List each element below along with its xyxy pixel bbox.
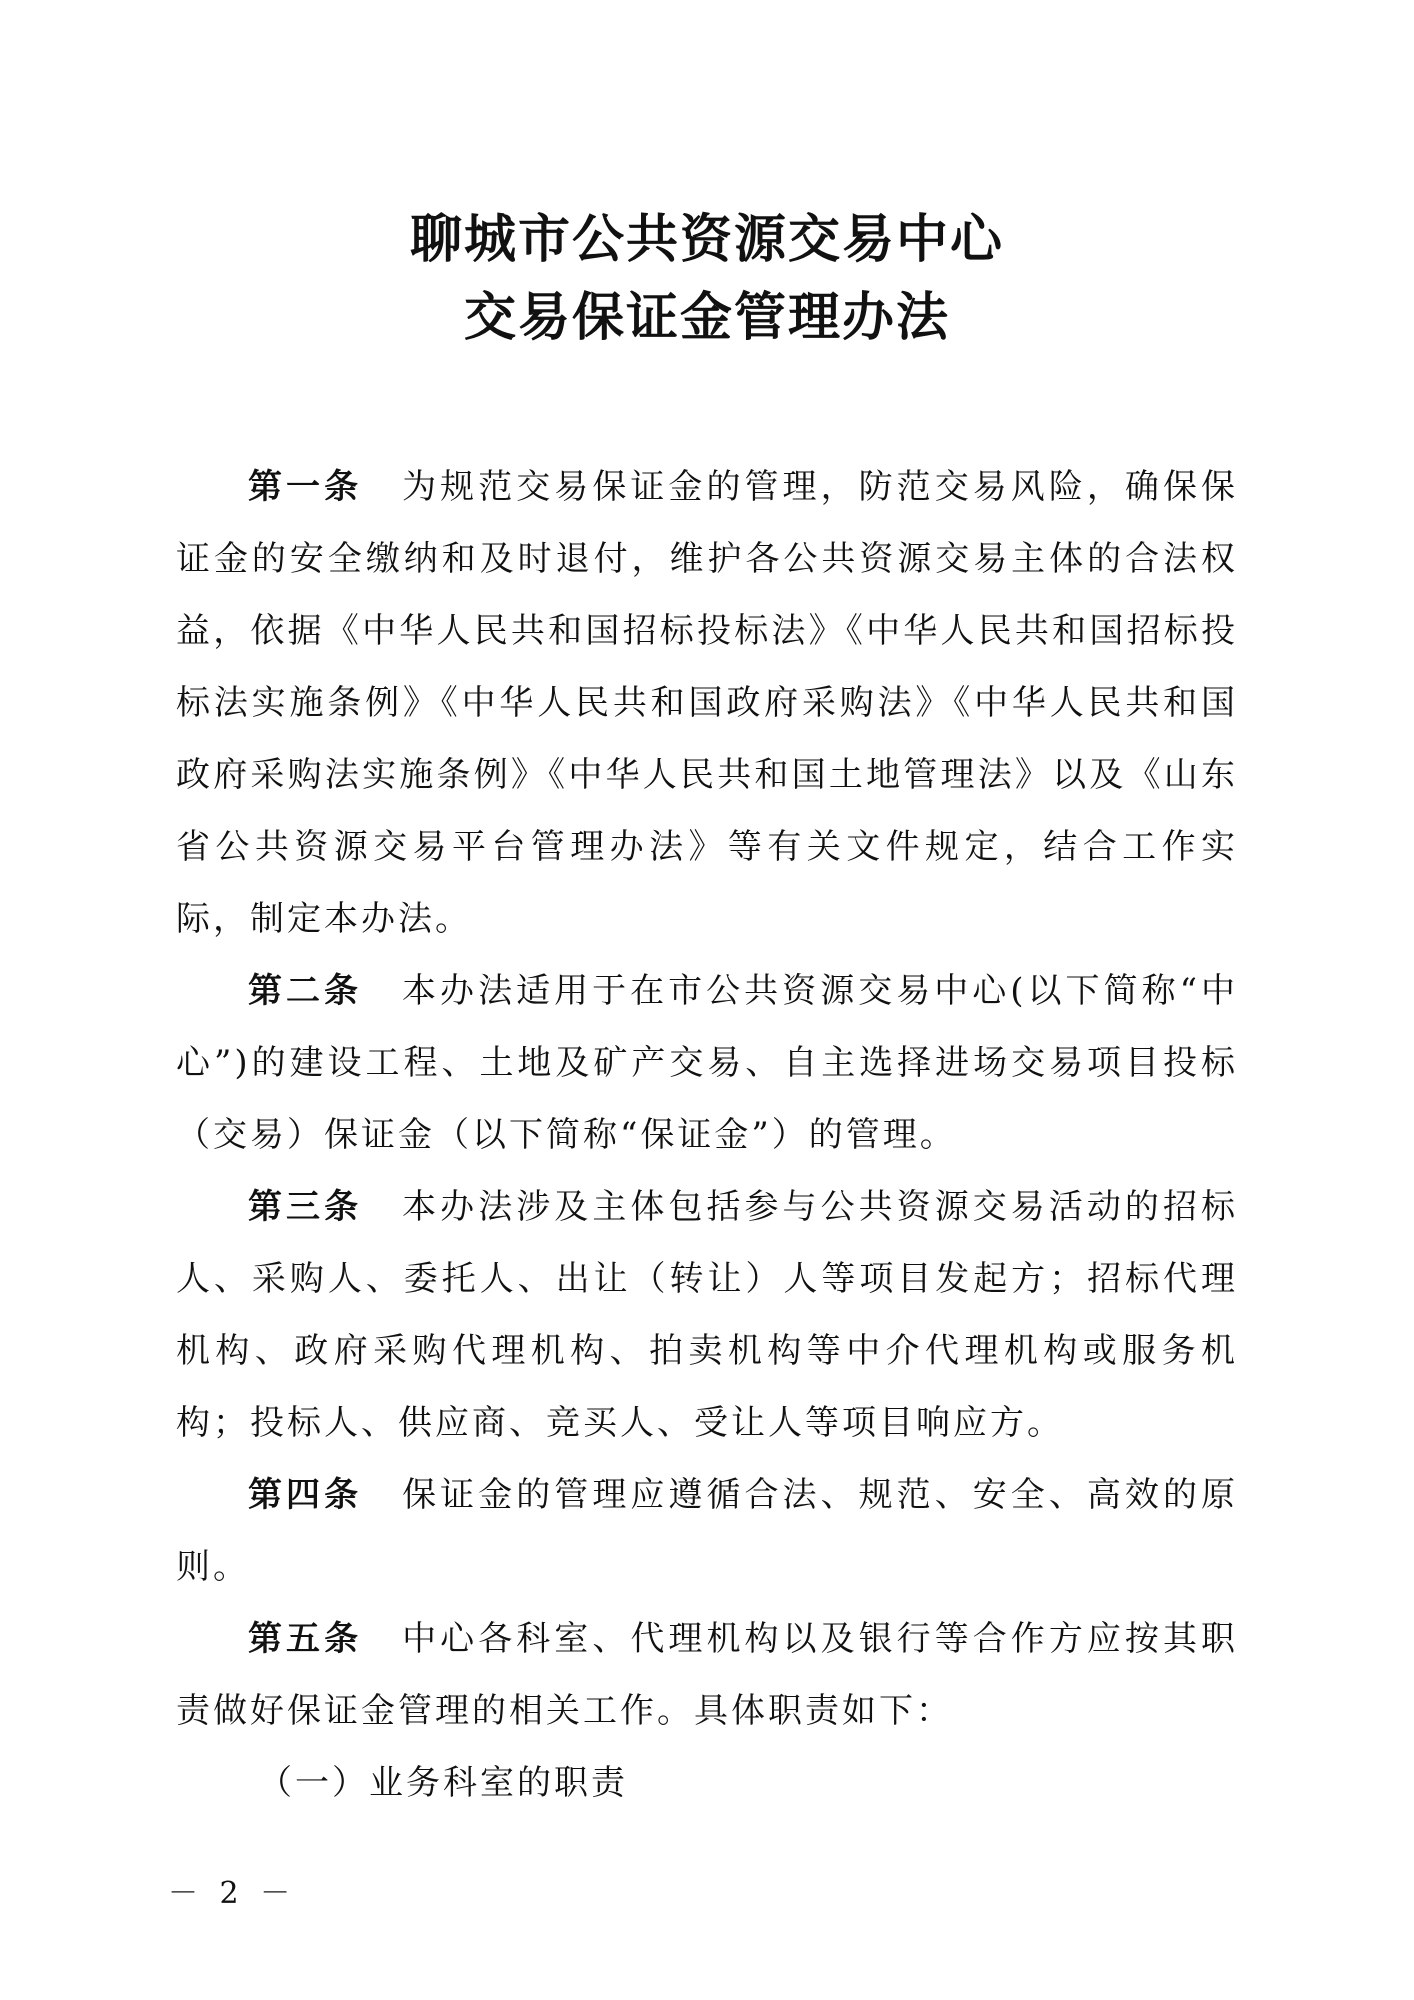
- section-subheading: （一）业务科室的职责: [258, 1763, 628, 1803]
- article-2: [176, 955, 1238, 1171]
- document-title-line-2: 交易保证金管理办法: [463, 288, 950, 348]
- article-text: 本办法涉及主体包括参与公共资源交易活动的招标人、采购人、委托人、出让（转让）人等项目发起方；招标代理机构、政府采购代理机构、拍卖机构等中介代理机构或服务机构；投标人、供应商、竞买人、受让人等项目响应方。: [176, 1187, 1238, 1443]
- article-3: [176, 1171, 1238, 1459]
- article-number: 第五条: [248, 1619, 363, 1659]
- article-number: 第一条: [248, 467, 363, 507]
- article-text: 为规范交易保证金的管理，防范交易风险，确保保证金的安全缴纳和及时退付，维护各公共资源交易主体的合法权益，依据《中华人民共和国招标投标法》《中华人民共和国招标投标法实施条例》《中华人民共和国政府采购法》《中华人民共和国政府采购法实施条例》《中华人民共和国土地管理法》以及《山东省公共资源交易平台管理办法》等有关文件规定，结合工作实际，制定本办法。: [176, 467, 1238, 939]
- article-number: 第二条: [248, 971, 363, 1011]
- article-number: 第三条: [248, 1187, 363, 1227]
- document-title-line-1: 聊城市公共资源交易中心: [409, 210, 1004, 270]
- article-text: 保证金的管理应遵循合法、规范、安全、高效的原则。: [176, 1475, 1238, 1587]
- page-number: － 2 －: [168, 1876, 297, 1911]
- article-1: [176, 451, 1238, 955]
- article-text: 中心各科室、代理机构以及银行等合作方应按其职责做好保证金管理的相关工作。具体职责如下：: [176, 1619, 1238, 1731]
- article-4: [176, 1459, 1238, 1603]
- article-5: [176, 1603, 1238, 1747]
- article-number: 第四条: [248, 1475, 363, 1515]
- article-text: 本办法适用于在市公共资源交易中心(以下简称“中心”)的建设工程、土地及矿产交易、自主选择进场交易项目投标（交易）保证金（以下简称“保证金”）的管理。: [176, 971, 1238, 1155]
